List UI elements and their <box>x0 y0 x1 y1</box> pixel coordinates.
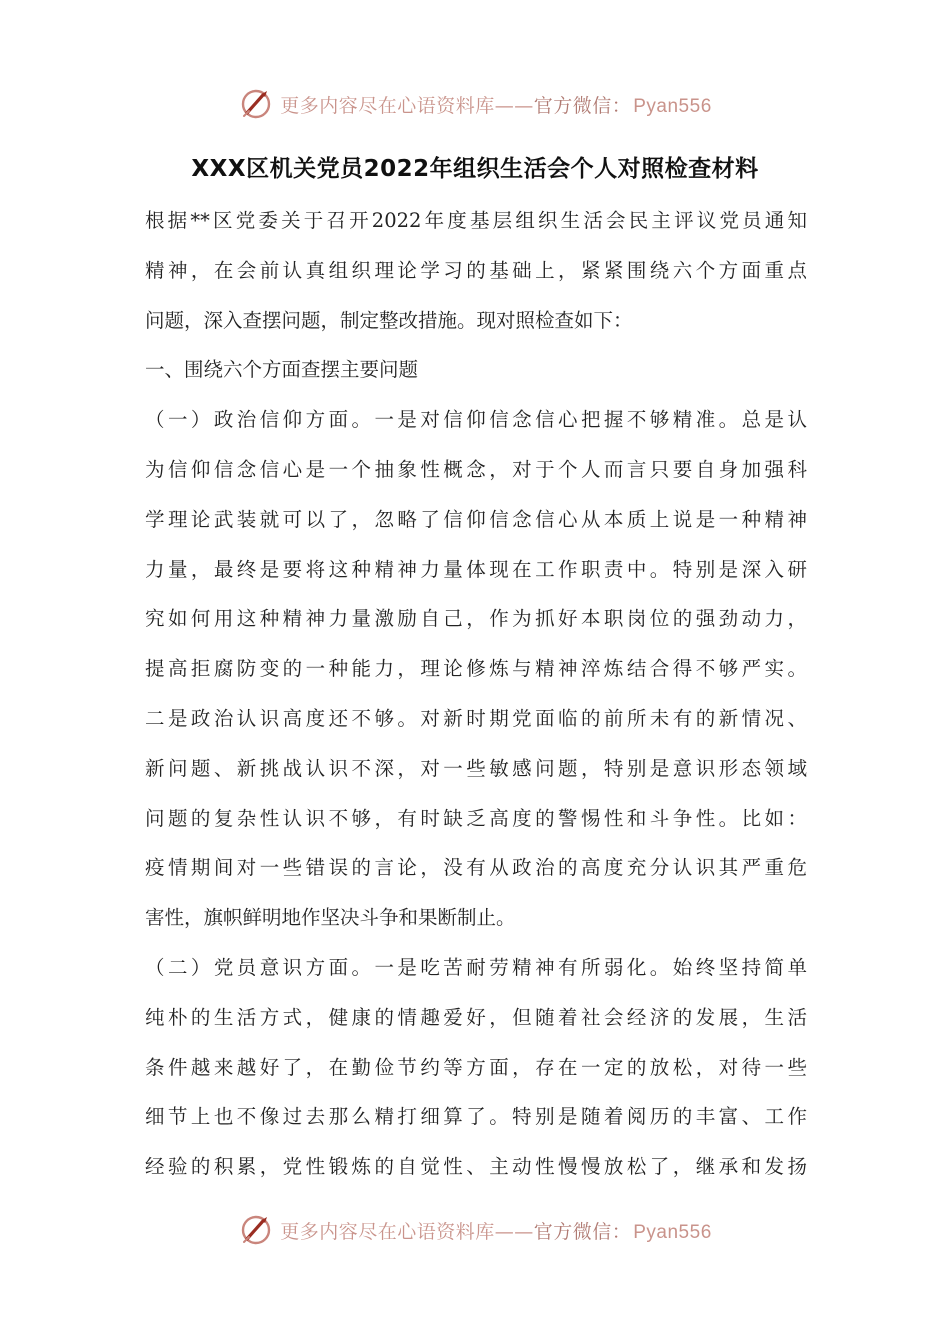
text-line: 提高拒腐防变的一种能力，理论修炼与精神淬炼结合得不够严实。 <box>145 657 807 681</box>
text-line: 为信仰信念信心是一个抽象性概念，对于个人而言只要自身加强科 <box>145 457 807 481</box>
document-body <box>145 196 807 1192</box>
watermark-dash: —— <box>494 1220 534 1243</box>
watermark-dash: —— <box>494 94 534 117</box>
watermark-wechat-id: Pyan556 <box>633 95 712 117</box>
text-line: （一）政治信仰方面。一是对信仰信念信心把握不够精准。总是认 <box>145 408 807 432</box>
text-line: 问题的复杂性认识不够，有时缺乏高度的警惕性和斗争性。比如： <box>145 806 807 830</box>
text-line: 根据**区党委关于召开2022年度基层组织生活会民主评议党员通知 <box>145 209 807 232</box>
footer-watermark-banner <box>0 1210 950 1250</box>
text-line: 力量，最终是要将这种精神力量体现在工作职责中。特别是深入研 <box>145 557 807 581</box>
document-title: XXX区机关党员2022年组织生活会个人对照检查材料 <box>191 156 759 182</box>
watermark-official-label: 官方微信： <box>533 1220 632 1243</box>
text-line: 问题，深入查摆问题，制定整改措施。现对照检查如下： <box>145 308 633 332</box>
text-line: 经验的积累，党性锻炼的自觉性、主动性慢慢放松了，继承和发扬 <box>145 1155 807 1179</box>
text-line: （二）党员意识方面。一是吃苦耐劳精神有所弱化。始终坚持简单 <box>145 955 807 979</box>
text-line: 新问题、新挑战认识不深，对一些敏感问题，特别是意识形态领域 <box>145 756 807 780</box>
pen-logo-icon <box>238 1212 274 1248</box>
watermark-text <box>280 1217 712 1244</box>
watermark-text <box>280 91 712 118</box>
text-line: 二是政治认识高度还不够。对新时期党面临的前所未有的新情况、 <box>145 706 807 730</box>
watermark-brand: 更多内容尽在心语资料库 <box>280 94 495 117</box>
pen-logo-icon <box>238 86 274 122</box>
watermark-brand: 更多内容尽在心语资料库 <box>280 1220 495 1243</box>
text-line: 条件越来越好了，在勤俭节约等方面，存在一定的放松，对待一些 <box>145 1055 807 1079</box>
text-line: 究如何用这种精神力量激励自己，作为抓好本职岗位的强劲动力， <box>145 607 807 631</box>
text-line: 学理论武装就可以了，忽略了信仰信念信心从本质上说是一种精神 <box>145 507 807 531</box>
text-line: 细节上也不像过去那么精打细算了。特别是随着阅历的丰富、工作 <box>145 1105 807 1129</box>
text-line: 纯朴的生活方式，健康的情趣爱好，但随着社会经济的发展，生活 <box>145 1005 807 1029</box>
watermark-official-label: 官方微信： <box>533 94 632 117</box>
section-heading: 一、围绕六个方面查摆主要问题 <box>145 358 419 382</box>
text-line: 精神，在会前认真组织理论学习的基础上，紧紧围绕六个方面重点 <box>145 258 807 282</box>
text-line: 疫情期间对一些错误的言论，没有从政治的高度充分认识其严重危 <box>145 856 807 880</box>
text-line: 害性，旗帜鲜明地作坚决斗争和果断制止。 <box>145 906 516 930</box>
watermark-wechat-id: Pyan556 <box>633 1221 712 1243</box>
header-watermark-banner <box>0 84 950 124</box>
